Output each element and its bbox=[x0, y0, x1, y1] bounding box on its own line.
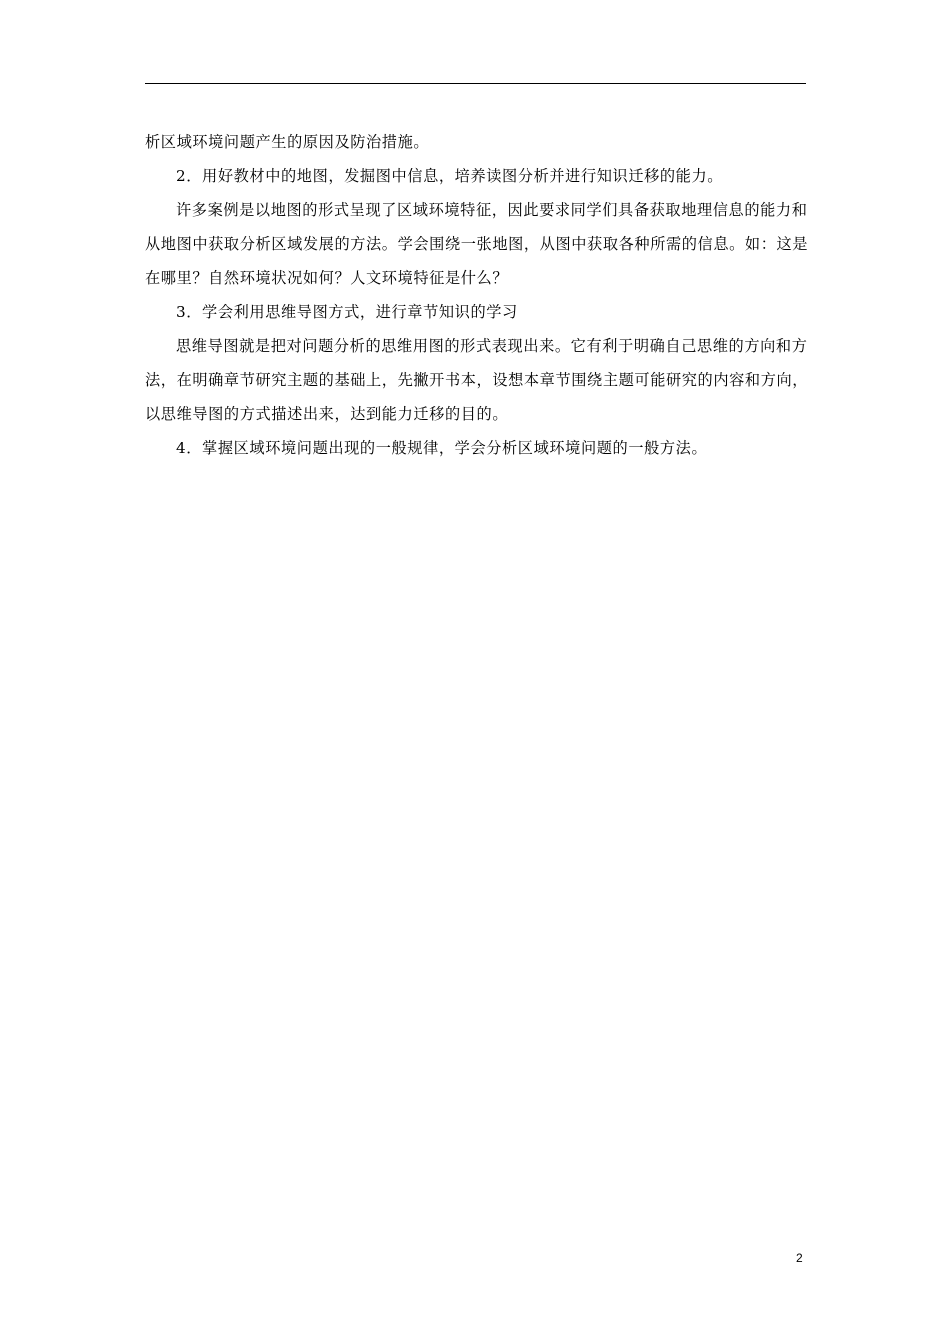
paragraph-point-4: 4．掌握区域环境问题出现的一般规律，学会分析区域环境问题的一般方法。 bbox=[176, 439, 708, 457]
document-body bbox=[145, 125, 810, 465]
header-rule bbox=[145, 83, 806, 84]
paragraph-map-reading: 许多案例是以地图的形式呈现了区域环境特征，因此要求同学们具备获取地理信息的能力和从地图中获取分析区域发展的方法。学会围绕一张地图，从图中获取各种所需的信息。如：这是在哪里？自然环境状况如何？人文环境特征是什么？ bbox=[145, 201, 809, 287]
paragraph-mind-map: 思维导图就是把对问题分析的思维用图的形式表现出来。它有利于明确自己思维的方向和方法，在明确章节研究主题的基础上，先撇开书本，设想本章节围绕主题可能研究的内容和方向，以思维导图的方式描述出来，达到能力迁移的目的。 bbox=[145, 337, 809, 423]
paragraph-point-3: 3．学会利用思维导图方式，进行章节知识的学习 bbox=[176, 303, 518, 321]
paragraph-point-2: 2．用好教材中的地图，发掘图中信息，培养读图分析并进行知识迁移的能力。 bbox=[176, 167, 724, 185]
paragraph-continuation: 析区域环境问题产生的原因及防治措施。 bbox=[145, 133, 430, 151]
page-number: 2 bbox=[796, 1251, 803, 1265]
